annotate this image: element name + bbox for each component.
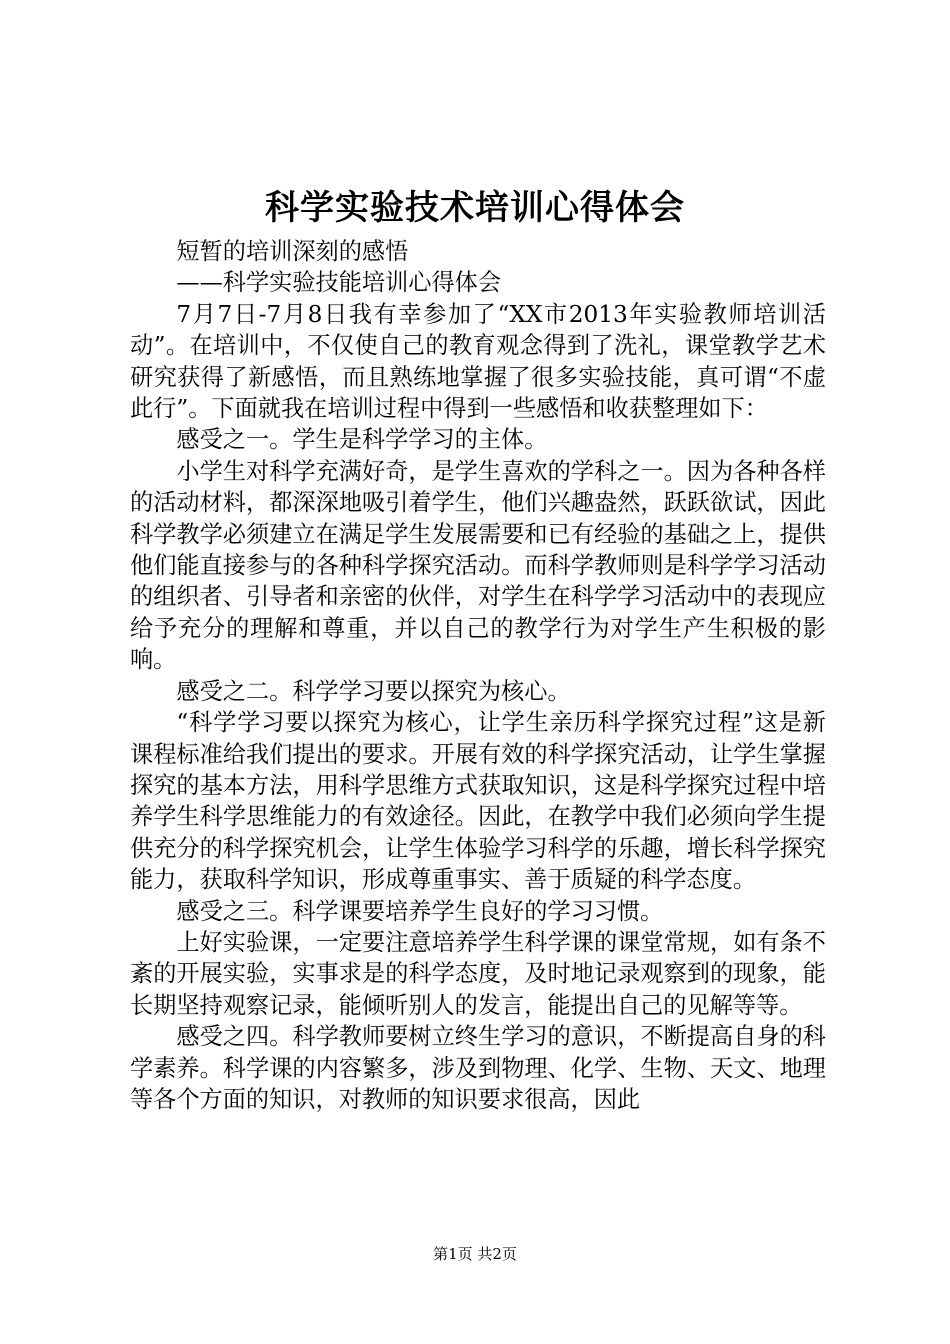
heading-feeling-one: 感受之一。学生是科学学习的主体。 [176, 426, 548, 454]
heading-feeling-three: 感受之三。科学课要培养学生良好的学习习惯。 [176, 897, 664, 925]
subtitle-dash-paragraph: ——科学实验技能培训心得体会 [176, 269, 502, 297]
heading-feeling-four: 感受之四。科学教师要树立终生学习的意识，不断提高自身的科学素养。科学课的内容繁多，涉及到物理、化学、生物、天文、地理等各个方面的知识，对教师的知识要求很高，因此 [130, 1023, 826, 1113]
body-paragraph-one: 小学生对科学充满好奇，是学生喜欢的学科之一。因为各种各样的活动材料，都深深地吸引着学生，他们兴趣盎然，跃跃欲试，因此科学教学必须建立在满足学生发展需要和已有经验的基础之上，提供他们能直接参与的各种科学探究活动。而科学教师则是科学学习活动的组织者、引导者和亲密的伙伴，对学生在科学学习活动中的表现应给予充分的理解和尊重，并以自己的教学行为对学生产生积极的影响。 [130, 457, 826, 674]
body-paragraph-two: “科学学习要以探究为核心，让学生亲历科学探究过程”这是新课程标准给我们提出的要求。开展有效的科学探究活动，让学生掌握探究的基本方法，用科学思维方式获取知识，这是科学探究过程中培养学生科学思维能力的有效途径。因此，在教学中我们必须向学生提供充分的科学探究机会，让学生体验学习科学的乐趣，增长科学探究能力，获取科学知识，形成尊重事实、善于质疑的科学态度。 [130, 709, 826, 894]
page-number-footer: 第1页 共2页 [433, 1245, 517, 1263]
heading-feeling-two: 感受之二。科学学习要以探究为核心。 [176, 677, 571, 705]
intro-paragraph: 7月7日-7月8日我有幸参加了“XX市2013年实验教师培训活动”。在培训中，不仅使自己的教育观念得到了洗礼，课堂教学艺术研究获得了新感悟，而且熟练地掌握了很多实验技能，真可谓“不虚此行”。下面就我在培训过程中得到一些感悟和收获整理如下： [130, 300, 826, 423]
document-body [130, 236, 826, 1115]
body-paragraph-three: 上好实验课，一定要注意培养学生科学课的课堂常规，如有条不紊的开展实验，实事求是的科学态度，及时地记录观察到的现象，能长期坚持观察记录，能倾听别人的发言，能提出自己的见解等等。 [130, 928, 826, 1019]
document-title: 科学实验技术培训心得体会 [265, 188, 685, 228]
subtitle-paragraph: 短暂的培训深刻的感悟 [176, 238, 409, 265]
